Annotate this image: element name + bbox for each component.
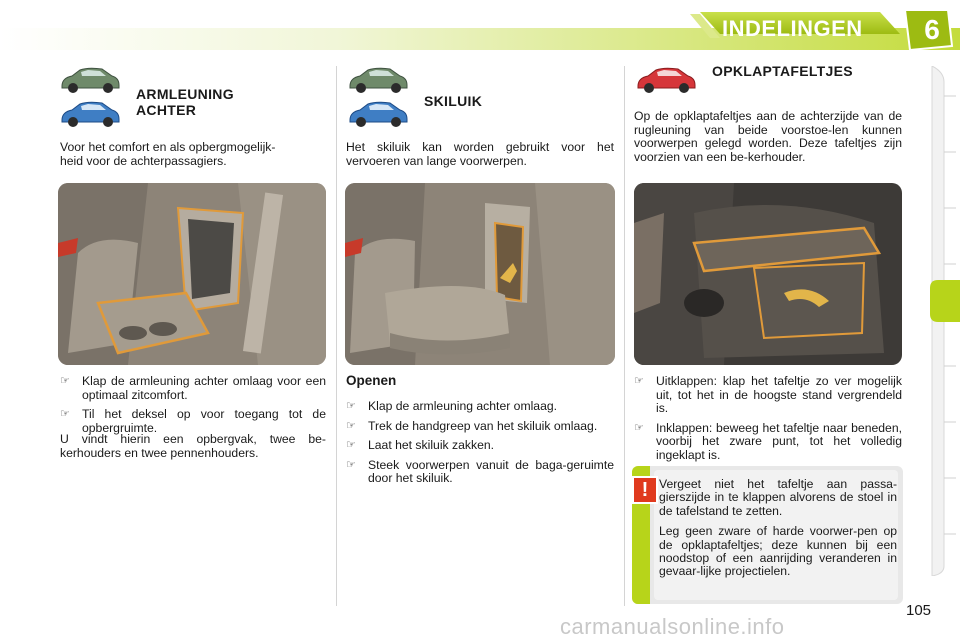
column-divider: [336, 66, 337, 606]
list-item: [346, 420, 614, 434]
warning-text: [659, 478, 897, 586]
armrest-photo: [58, 183, 326, 365]
car-blue-icon: [346, 100, 410, 130]
table-bullets: [634, 375, 902, 469]
car-green-icon: [58, 66, 122, 96]
car-blue-icon: [58, 100, 122, 130]
section-title: SKILUIK: [424, 93, 483, 109]
list-item-text: Laat het skiluik zakken.: [368, 438, 495, 453]
list-item-text: Trek de handgreep van het skiluik omlaag.: [368, 418, 598, 433]
car-red-icon: [634, 66, 698, 96]
list-item: [634, 422, 902, 463]
watermark-text: carmanualsonline.info: [560, 614, 785, 639]
hand-pointer-icon: ☞: [634, 421, 644, 434]
section-title: OPKLAPTAFELTJES: [712, 63, 853, 79]
ski-hatch-bullets: [346, 400, 614, 492]
car-green-icon: [346, 66, 410, 96]
intro-text: Op de opklaptafeltjes aan de achterzijde van de rugleuning van beide voorstoe-len kunnen voorwerpen gelegd worden. Deze tafeltjes zijn voorzien van een be-kerhouder.: [634, 109, 902, 164]
hand-pointer-icon: ☞: [60, 408, 70, 421]
folding-table-photo: [634, 183, 902, 365]
hand-pointer-icon: ☞: [346, 419, 356, 432]
list-item-text: Til het deksel op voor toegang tot de opbergruimte.: [82, 407, 326, 435]
intro-line: Voor het comfort en als opbergmogelijk-: [60, 140, 276, 154]
exclamation-icon: !: [632, 476, 658, 504]
page-number: 105: [906, 602, 932, 619]
list-item-text: Uitklappen: klap het tafeltje zo ver mogelijk uit, tot het in de hoogste stand vergrendeld is.: [656, 374, 902, 416]
list-item: [346, 459, 614, 486]
active-chapter-tab: [930, 280, 960, 322]
section-title: [136, 86, 234, 118]
hand-pointer-icon: ☞: [634, 375, 644, 387]
hand-pointer-icon: ☞: [346, 439, 356, 452]
list-item-text: Klap de armleuning achter omlaag.: [368, 399, 558, 413]
warning-paragraph: Leg geen zware of harde voorwer-pen op de opklaptafeltjes; deze kunnen bij een noodstop of een aanrijding veranderen in gevaar-lijke projectielen.: [659, 524, 897, 579]
list-item: [634, 375, 902, 416]
section-title-line: ARMLEUNING: [136, 86, 234, 102]
ski-hatch-photo: [345, 183, 615, 365]
hand-pointer-icon: ☞: [346, 400, 356, 412]
list-item-text: Klap de armleuning achter omlaag voor een optimaal zitcomfort.: [82, 374, 326, 402]
page-header: [0, 0, 960, 62]
list-item: [346, 400, 614, 414]
intro-line: heid voor de achterpassagiers.: [60, 153, 227, 168]
chapter-number-badge: 6: [924, 14, 940, 45]
list-item: [60, 375, 326, 402]
list-item: [346, 439, 614, 453]
chapter-side-tabs: [928, 66, 960, 576]
intro-text: Het skiluik kan worden gebruikt voor het vervoeren van lange voorwerpen.: [346, 140, 614, 168]
intro-text: [60, 141, 328, 168]
list-item-text: Inklappen: beweeg het tafeltje naar beneden, voorbij het zware punt, tot het volledig ingeklapt is.: [656, 420, 902, 462]
warning-paragraph: Vergeet niet het tafeltje aan passa-gierszijde in te klappen alvorens de stoel in de tafelstand te zetten.: [659, 477, 897, 518]
chapter-title: INDELINGEN: [722, 16, 863, 41]
section-title-line: ACHTER: [136, 102, 197, 118]
hand-pointer-icon: ☞: [60, 375, 70, 387]
hand-pointer-icon: ☞: [346, 458, 356, 471]
column-divider: [624, 66, 625, 606]
list-item-text: Steek voorwerpen vanuit de baga-geruimte door het skiluik.: [368, 457, 614, 486]
closing-text: U vindt hierin een opbergvak, twee be-kerhouders en twee pennenhouders.: [60, 432, 326, 460]
subheading-openen: Openen: [346, 373, 397, 388]
